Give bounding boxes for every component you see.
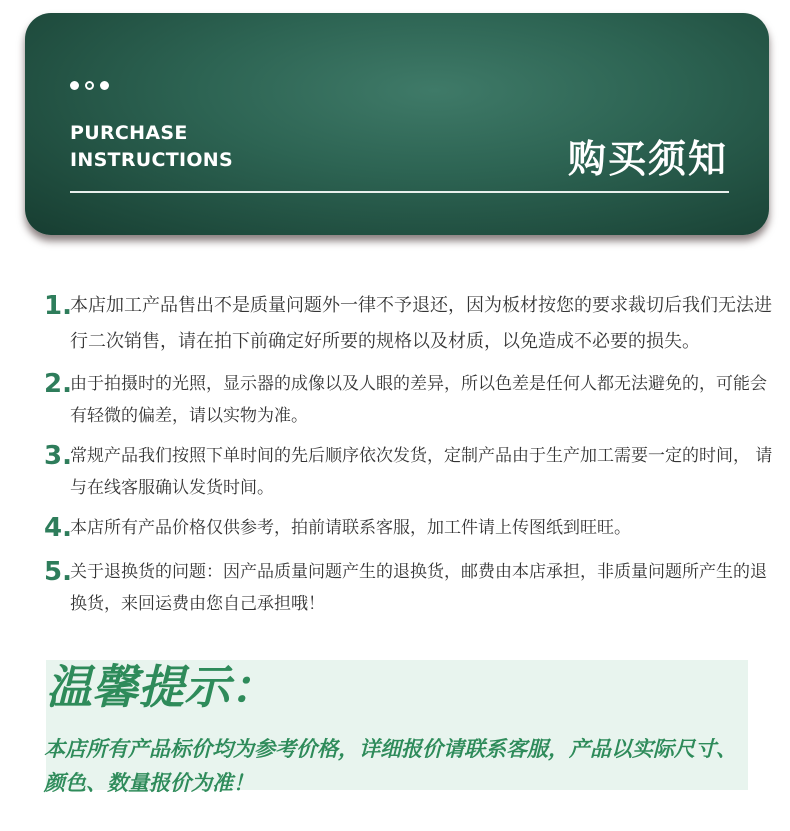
item-number: 5. [44, 557, 72, 587]
chinese-title: 购买须知 [567, 137, 728, 181]
item-number: 3. [44, 441, 72, 471]
item-number: 4. [44, 513, 72, 543]
item-text: 本店加工产品售出不是质量问题外一律不予退还，因为板材按您的要求裁切后我们无法进行二次销售，请在拍下前确定好所要的规格以及材质，以免造成不必要的损失。 [70, 295, 772, 352]
item-text: 关于退换货的问题：因产品质量问题产生的退换货，邮费由本店承担，非质量问题所产生的退换货，来回运费由您自己承担哦！ [70, 562, 767, 614]
tip-text: 本店所有产品标价均为参考价格，详细报价请联系客服，产品以实际尺寸、颜色、数量报价为准！ [44, 737, 737, 795]
item-text: 本店所有产品价格仅供参考，拍前请联系客服，加工件请上传图纸到旺旺。 [70, 518, 631, 538]
dot-icon [70, 81, 79, 90]
instruction-item-1 [44, 288, 774, 360]
item-number: 2. [44, 369, 72, 399]
dots-decoration [70, 81, 109, 90]
item-number: 1. [44, 291, 72, 321]
item-text: 由于拍摄时的光照，显示器的成像以及人眼的差异，所以色差是任何人都无法避免的，可能会有轻微的偏差，请以实物为准。 [70, 374, 767, 426]
instruction-item-5 [44, 556, 774, 620]
instruction-list [44, 288, 774, 620]
english-title [70, 120, 233, 174]
instruction-item-4 [44, 512, 774, 544]
item-text: 常规产品我们按照下单时间的先后顺序依次发货，定制产品由于生产加工需要一定的时间， 请与在线客服确认发货时间。 [70, 446, 773, 498]
dot-icon [100, 81, 109, 90]
instruction-item-3 [44, 440, 774, 504]
instruction-item-2 [44, 368, 774, 432]
banner-divider [70, 191, 729, 193]
tip-title: 温馨提示： [46, 660, 276, 714]
english-title-line1: PURCHASE [70, 122, 188, 144]
ring-dot-icon [85, 81, 94, 90]
english-title-line2: INSTRUCTIONS [70, 149, 233, 171]
